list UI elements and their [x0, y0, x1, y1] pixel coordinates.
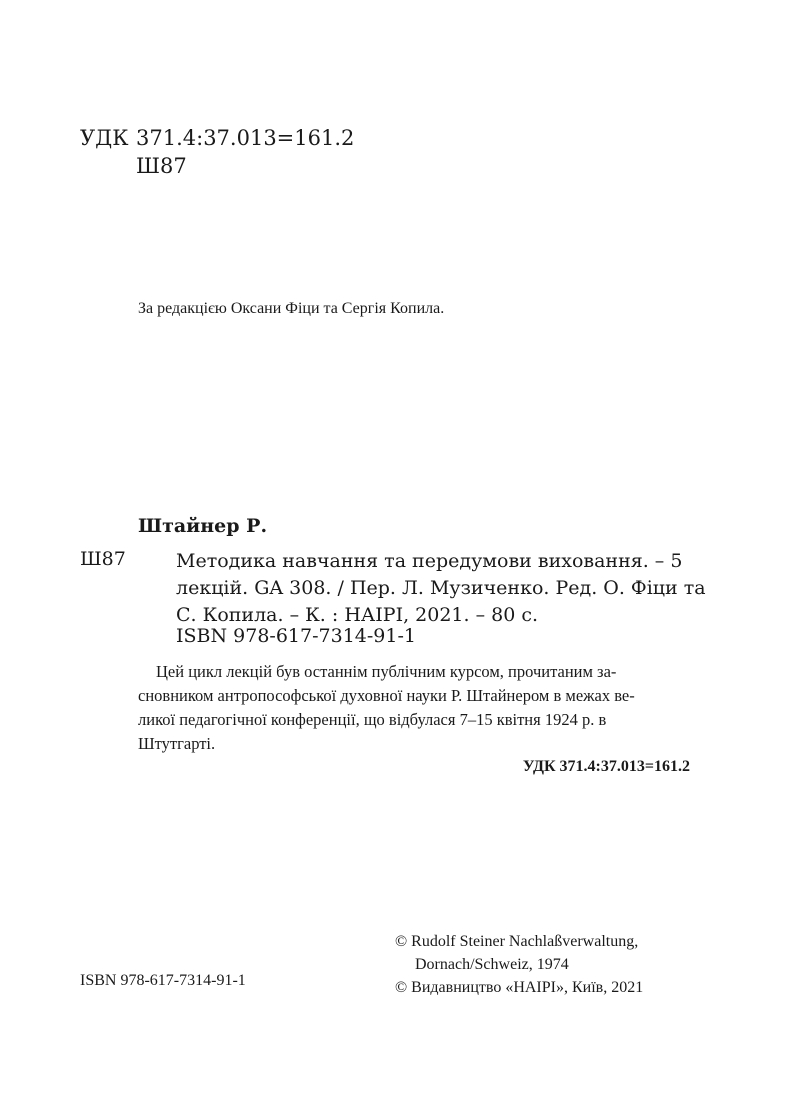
catalog-cutter: Ш87 — [80, 548, 126, 570]
annotation-udc: УДК 371.4:37.013=161.2 — [522, 758, 690, 775]
annotation-line: ликої педагогічної конференції, що відбулася 7–15 квітня 1924 р. в — [138, 710, 607, 729]
footer-isbn: ISBN 978-617-7314-91-1 — [80, 972, 246, 989]
annotation-line: Штутгарті. — [138, 734, 216, 753]
udc-code: 371.4:37.013=161.2 — [136, 126, 355, 150]
udc-block — [80, 124, 354, 180]
udc-label: УДК — [80, 126, 129, 150]
udc-row — [80, 124, 354, 152]
catalog-line: лекцій. GA 308. / Пер. Л. Музиченко. Ред. О. Фіци та — [176, 577, 706, 599]
copyright-steiner: © Rudolf Steiner Nachlaßverwaltung, — [395, 933, 639, 950]
cutter-row — [80, 152, 354, 180]
editors-line: За редакцією Оксани Фіци та Сергія Копила. — [138, 300, 445, 317]
catalog-line: Методика навчання та передумови виховання. – 5 — [176, 550, 683, 572]
catalog-line: С. Копила. – К. : НАІРІ, 2021. – 80 с. — [176, 604, 539, 626]
catalog-author: Штайнер Р. — [138, 515, 268, 537]
copyright-block — [395, 930, 643, 999]
copyright-publisher: © Видавництво «НАІРІ», Київ, 2021 — [395, 979, 644, 996]
annotation-paragraph — [138, 660, 694, 756]
catalog-isbn: ISBN 978-617-7314-91-1 — [176, 625, 416, 647]
annotation-line: Цей цикл лекцій був останнім публічним курсом, прочитаним за- — [156, 662, 617, 681]
catalog-description — [176, 548, 706, 629]
cutter-code: Ш87 — [136, 154, 187, 178]
annotation-line: сновником антропософської духовної науки Р. Штайнером в межах ве- — [138, 686, 635, 705]
copyright-steiner-place: Dornach/Schweiz, 1974 — [415, 956, 569, 973]
